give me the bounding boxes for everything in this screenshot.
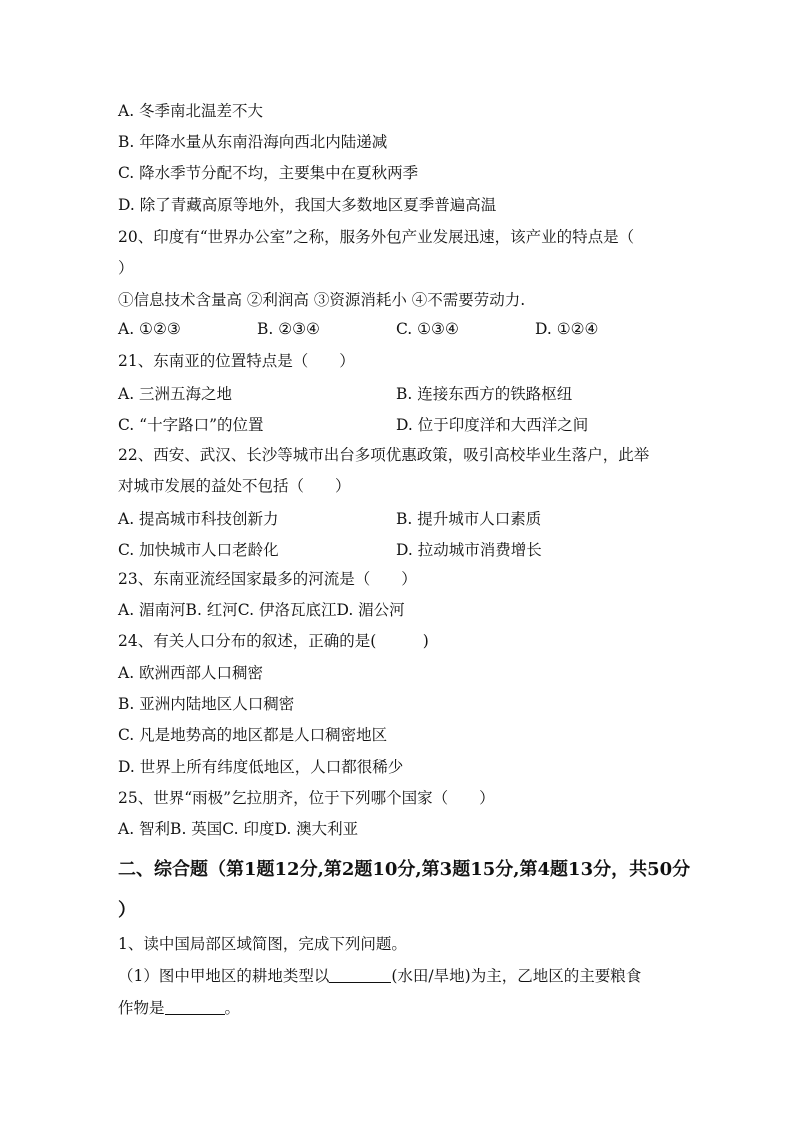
comp1-sub1-line2 — [118, 998, 240, 1018]
q24-option-d: D. 世界上所有纬度低地区，人口都很稀少 — [118, 758, 404, 776]
q20-stem-line1: 20、印度有“世界办公室”之称，服务外包产业发展迅速，该产业的特点是（ — [118, 228, 635, 246]
comp1-sub1-line2-text: 作物是 — [118, 999, 165, 1017]
q20-statements: ①信息技术含量高 ②利润高 ③资源消耗小 ④不需要劳动力. — [118, 291, 526, 309]
q21-stem: 21、东南亚的位置特点是（ ） — [118, 352, 355, 370]
q22-option-b: B. 提升城市人口素质 — [396, 510, 542, 528]
q21-option-d: D. 位于印度洋和大西洋之间 — [396, 416, 589, 434]
q20-option-d: D. ①②④ — [535, 320, 599, 338]
q22-option-c: C. 加快城市人口老龄化 — [118, 541, 279, 559]
q22-stem-line2: 对城市发展的益处不包括（ ） — [118, 477, 351, 495]
q22-option-d: D. 拉动城市消费增长 — [396, 541, 542, 559]
q22-option-a: A. 提高城市科技创新力 — [118, 510, 279, 528]
comp1-stem: 1、读中国局部区域简图，完成下列问题。 — [118, 935, 407, 953]
q20-option-c: C. ①③④ — [396, 320, 459, 338]
q19-option-b: B. 年降水量从东南沿海向西北内陆递减 — [118, 133, 388, 151]
comp1-sub1-text-part2: (水田/旱地)为主，乙地区的主要粮食 — [391, 967, 642, 985]
q19-option-c: C. 降水季节分配不均，主要集中在夏秋两季 — [118, 164, 419, 182]
q24-option-b: B. 亚洲内陆地区人口稠密 — [118, 695, 295, 713]
q21-option-a: A. 三洲五海之地 — [118, 385, 233, 403]
q21-option-c: C. “十字路口”的位置 — [118, 416, 264, 434]
q23-stem: 23、东南亚流经国家最多的河流是（ ） — [118, 570, 417, 588]
q24-stem: 24、有关人口分布的叙述，正确的是( ) — [118, 632, 429, 650]
q24-option-c: C. 凡是地势高的地区都是人口稠密地区 — [118, 726, 388, 744]
answer-blank — [165, 1000, 225, 1015]
q20-option-a: A. ①②③ — [118, 320, 181, 338]
section2-heading-line2: ） — [118, 900, 136, 921]
q22-stem-line1: 22、西安、武汉、长沙等城市出台多项优惠政策，吸引高校毕业生落户，此举 — [118, 446, 650, 464]
section2-heading-line1: 二、综合题（第1题12分,第2题10分,第3题15分,第4题13分，共50分 — [118, 859, 691, 880]
q19-option-a: A. 冬季南北温差不大 — [118, 102, 264, 120]
q25-options: A. 智利B. 英国C. 印度D. 澳大利亚 — [118, 820, 359, 838]
comp1-sub1-line1 — [118, 966, 641, 986]
comp1-sub1-line2-end: 。 — [224, 999, 241, 1017]
q24-option-a: A. 欧洲西部人口稠密 — [118, 664, 264, 682]
q20-option-b: B. ②③④ — [257, 320, 320, 338]
q19-option-d: D. 除了青藏高原等地外，我国大多数地区夏季普遍高温 — [118, 196, 497, 214]
q21-option-b: B. 连接东西方的铁路枢纽 — [396, 385, 573, 403]
q23-options: A. 湄南河B. 红河C. 伊洛瓦底江D. 湄公河 — [118, 601, 405, 619]
comp1-sub1-text-part1: （1）图中甲地区的耕地类型以 — [118, 967, 330, 985]
q25-stem: 25、世界“雨极”乞拉朋齐，位于下列哪个国家（ ） — [118, 789, 495, 807]
answer-blank — [329, 968, 391, 983]
q20-stem-line2: ） — [118, 259, 134, 277]
